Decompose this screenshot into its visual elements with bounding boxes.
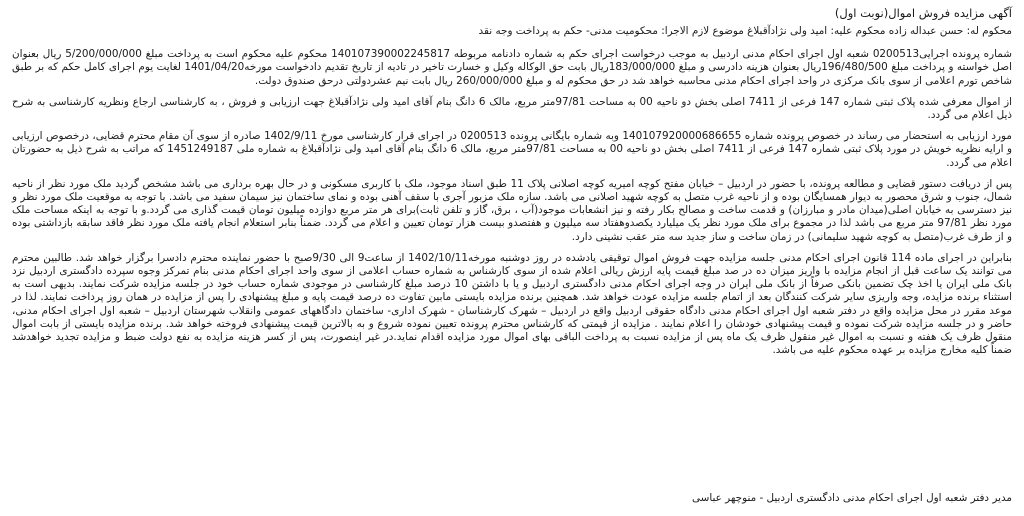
paragraph-property-intro: از اموال معرفی شده پلاک ثبتی شماره 147 فرعی از 7411 اصلی بخش دو ناحیه 00 به مساحت 97/81متر مربع، مالک 6 دانگ بنام آقای امید ولی نژادآقبلاغ جهت ارزیابی و فروش ، به کارشناسی ارجاع ونظریه کارشناسی به شرح ذیل اعلام می گردد. [12,95,1013,122]
auction-notice [12,6,1012,365]
notice-parties: محکوم له: حسن عبداله زاده محکوم علیه: امید ولی نژادآقبلاغ موضوع لازم الاجرا: محکومیت مدنی- حکم به پرداخت وجه نقد [478,25,1012,37]
paragraph-case-details: شماره پرونده اجرایی0200513 شعبه اول اجرای احکام مدنی اردبیل به موجب درخواست اجرای حکم به شماره دادنامه مربوطه 140107390002245817 محکوم علیه محکوم است به پرداخت مبلغ 5/200/000/000 ریال بعنوان اصل خواسته و پرداخت مبلغ 196/480/500ریال بعنوان هزینه دادرسی و مبلغ 183/000/000ریال بابت حق الوکاله وکیل و خسارت تاخیر در تادیه از تاریخ تقدیم دادخواست مورخه1401/04/20 لغایت یوم اجرای کامل حکم که بر طبق شاخص تورم اعلامی از سوی بانک مرکزی در واحد اجرای احکام مدنی محاسبه خواهد شد در حق محکوم له و مبلغ 260/000/000 ریال بابت نیم عشردولتی درحق صندوق دولت. [12,48,1012,87]
paragraph-appraisal-report: پس از دریافت دستور قضایی و مطالعه پرونده، با حضور در اردبیل – خیابان مفتح کوچه امیریه کوچه اصلانی پلاک 11 طبق اسناد موجود، ملک با کاربری مسکونی و در حال بهره برداری می باشد مشخص گردید ملک مورد نظر از ناحیه شمال، جنوب و شرق محصور به دیوار همسایگان بوده و از ناحیه غرب متصل به کوچه شهید اصلانی می باشد. سازه ملک مزبور آجری با سقف آهنی بوده و نمای ساختمان نیز سیمان سفید می باشد. با توجه به موقعیت ملک مورد نظر و نیز دسترسی به خیابان اصلی(میدان مادر و مبارزان) و قدمت ساخت و مصالح بکار رفته و نیز انشعابات موجود(آب ، برق، گاز و تلفن ثابت)برای هر متر مربع دوازده میلیون تومان قیمت گذاری می گردد.و با توجه به اینکه مساحت ملک مورد نظر 97/81 متر مربع می باشد لذا در مجموع برای ملک مورد نظر یک میلیارد یکصدوهفتاد سه میلیون و هفتصدو بیست هزار تومان تعیین و اعلام می گردد. ضمناً بنابر استعلام انجام یافته ملک مورد نظر فاقد سابقه بازداشتی بوده و از طرف غرب(متصل به کوچه شهید سلیمانی) در زمان ساخت و ساز جدید سه متر عقب نشینی دارد. [12,177,1012,243]
paragraph-auction-terms: بنابراین در اجرای ماده 114 قانون اجرای احکام مدنی جلسه مزایده جهت فروش اموال توقیفی یادشده در روز دوشنبه مورخه1402/10/11 از ساعت9 الی 9/30صبح با حضور نماینده محترم دادسرا برگزار خواهد شد. طالبین محترم می توانند یک ساعت قبل از انجام مزایده با واریز میزان ده در صد مبلغ قیمت پایه ارزش ریالی اعلام شده از سوی کارشناس به شماره حساب اعلامی از سوی واحد اجرای احکام مدنی بنام تمرکز وجوه سپرده دادگستری اردبیل نزد بانک ملی ایران یا اخذ چک تضمین بانکی صرفاً از بانک ملی ایران در وجه اجرای احکام مدنی دادگستری اردبیل و یا با داشتن 10 درصد مبلغ کارشناسی در موجودی شماره حساب خود در جلسه مزایده شرکت نمایند. بدیهی است به استثناء برنده مزایده، وجه واریزی سایر شرکت کنندگان بعد از اتمام جلسه مزایده عودت خواهد شد. همچنین برنده مزایده بایستی مابین تفاوت ده درصد قیمت پایه و مبلغ پیشنهادی را پس از مزایده در همان روز پرداخت نمایند. لذا در موعد مقرر در محل مزایده واقع در دفتر شعبه اول اجرای احکام مدنی دادگاه حقوقی اردبیل واقع در اردبیل – شهرک کارشناسان - شهرک اداری- ساختمان دادگاههای عمومی وانقلاب شهرستان اردبیل – شعبه اول اجرای احکام مدنی، حاضر و در جلسه مزایده شرکت نموده و قیمت پیشنهادی خودشان را اعلام نمایند . مزایده از قیمتی که کارشناس محترم پرونده تعیین نموده شروع و به بالاترین قیمت پیشنهادی فروخته خواهد شد. برنده مزایده بایستی از بابت اموال منقول ظرف یک هفته و نسبت به اموال غیر منقول ظرف یک ماه پس از مزایده نسبت به پرداخت الباقی بهای اموال مورد مزایده اقدام نماید.در غیر اینصورت، پس از کسر هزینه مزایده به نفع دولت ضبط و مزایده تجدید خواهدشد ضمناً کلیه مخارج مزایده بر عهده محکوم علیه می باشد. [12,251,1012,357]
notice-title: آگهی مزایده فروش اموال(نوبت اول) [834,6,1012,20]
paragraph-appraisal-request: مورد ارزیابی به استحضار می رساند در خصوص پرونده شماره 140107920000686655 وبه شماره بایگانی پرونده 0200513 در اجرای قرار کارشناسی مورخ 1402/9/11 صادره از سوی آن مقام محترم قضایی، درخصوص ارزیابی و ارایه نظریه خویش در مورد پلاک ثبتی شماره 147 فرعی از 7411 اصلی بخش دو ناحیه 00 به مساحت 97/81متر مربع، مالک 6 دانگ بنام آقای امید ولی نژادآقبلاغ به شماره ملی 1451249187 که مراتب به شرح ذیل به حضورتان اعلام می گردد. [12,130,1013,169]
signature-line: مدیر دفتر شعبه اول اجرای احکام مدنی دادگستری اردبیل - منوچهر عباسی [691,492,1012,504]
